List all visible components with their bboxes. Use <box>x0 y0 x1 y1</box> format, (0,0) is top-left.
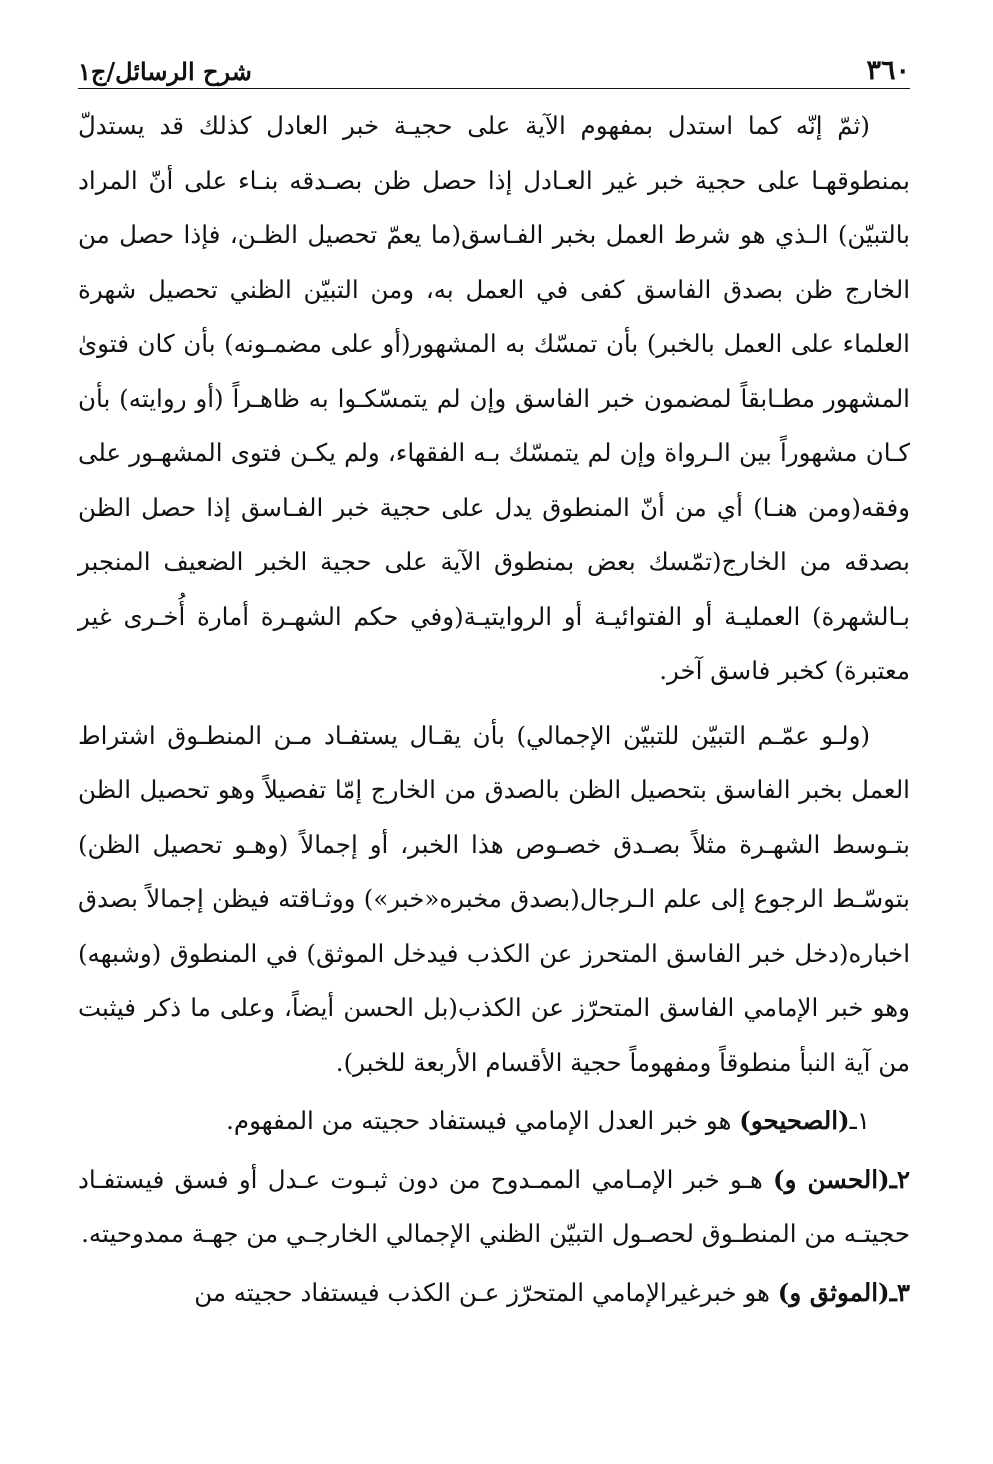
body-text <box>78 99 910 1320</box>
list-item-muwaththaq <box>78 1266 910 1321</box>
term-hasan: (الحسن و) <box>773 1164 890 1194</box>
list-number: ٢ـ <box>889 1164 910 1194</box>
list-number: ١ـ <box>849 1106 870 1135</box>
paragraph-2: (ولـو عمّـم التبيّن للتبيّن الإجمالي) بأن يقـال يستفـاد مـن المنطـوق اشتراط العمل بخبر الفاسق بتحصيل الظن بالصدق من الخارج إمّا تفصيلاً وهو تحصيل الظن بتـوسط الشهـرة مثلاً بصـدق خصـوص هذا الخبر، أو إجمالاً (وهـو تحصيل الظن) بتوسّـط الرجوع إلى علم الـرجال(بصدق مخبره«خبر») ووثـاقته فيظن إجمالاً بصدق اخباره(دخل خبر الفاسق المتحرز عن الكذب فيدخل الموثق) في المنطوق (وشبهه) وهو خبر الإمامي الفاسق المتحرّز عن الكذب(بل الحسن أيضاً، وعلى ما ذكر فيثبت من آية النبأ منطوقاً ومفهوماً حجية الأقسام الأربعة للخبر). <box>78 720 910 1077</box>
definition-sahih: هو خبر العدل الإمامي فيستفاد حجيته من المفهوم. <box>226 1106 740 1135</box>
definition-hasan: هـو خبر الإمـامي الممـدوح من دون ثبـوت عـدل أو فسق فيستفـاد حجيتـه من المنطـوق لحصـول التبيّن الظني الإجمالي الخارجـي من جهـة ممدوحيته. <box>78 1164 910 1248</box>
list-item-hasan <box>78 1153 910 1262</box>
book-page <box>78 40 910 1320</box>
definition-muwaththaq: هو خبرغيرالإمامي المتحرّز عـن الكذب فيستفاد حجيته من <box>194 1277 778 1307</box>
term-muwaththaq: (الموثق و) <box>777 1277 890 1307</box>
term-sahih: (الصحيحو) <box>739 1106 850 1135</box>
list-item-sahih <box>78 1094 910 1149</box>
page-number: ٣٦٠ <box>866 55 910 86</box>
page-header <box>78 40 910 89</box>
paragraph-1: (ثمّ إنّه كما استدل بمفهوم الآية على حجيـة خبر العادل كذلك قد يستدلّ بمنطوقهـا على حجية خبر غير العـادل إذا حصل ظن بصـدقه بنـاء على أنّ المراد بالتبيّن) الـذي هو شرط العمل بخبر الفـاسق(ما يعمّ تحصيل الظـن، فإذا حصل من الخارج ظن بصدق الفاسق كفى في العمل به، ومن التبيّن الظني تحصيل شهرة العلماء على العمل بالخبر) بأن تمسّك به المشهور(أو على مضمـونه) بأن كان فتوىٰ المشهور مطـابقاً لمضمون خبر الفاسق وإن لم يتمسّكـوا به ظاهـراً (أو روايته) بأن كـان مشهوراً بين الـرواة وإن لم يتمسّك بـه الفقهاء، ولم يكـن فتوى المشهـور على وفقه(ومن هنـا) أي من أنّ المنطوق يدل على حجية خبر الفـاسق إذا حصل الظن بصدقه من الخارج(تمّسك بعض بمنطوق الآية على حجية الخبر الضعيف المنجبر بـالشهرة) العمليـة أو الفتوائيـة أو الروايتيـة(وفي حكم الشهـرة أمارة أُخـرى غير معتبرة) كخبر فاسق آخر. <box>78 111 910 685</box>
list-number: ٣ـ <box>889 1277 910 1307</box>
running-title: شرح الرسائل/ج١ <box>78 57 252 86</box>
